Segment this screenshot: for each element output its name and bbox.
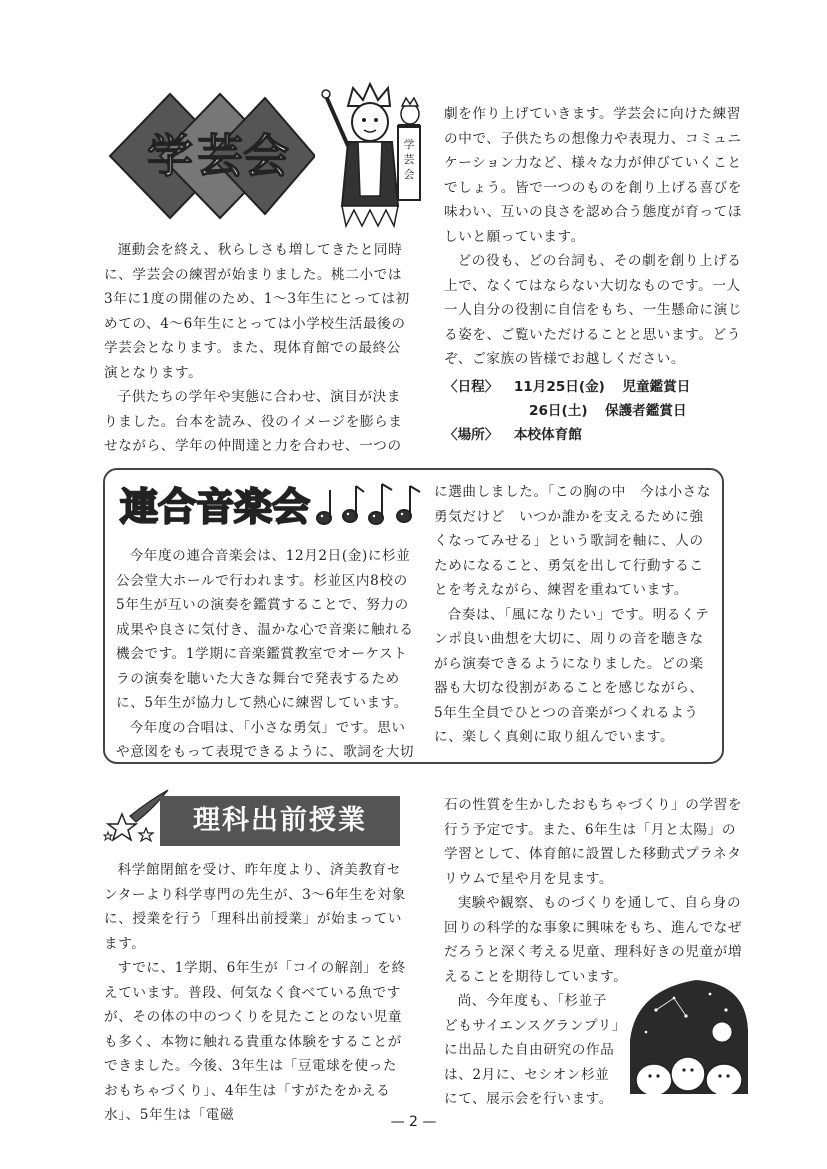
gakugeikai-title-char-2: 芸: [197, 129, 243, 183]
schedule-place-label: 〈場所〉: [444, 426, 499, 443]
planetarium-illustration: [626, 970, 752, 1094]
rengou-paragraph: 今年度の連合音楽会は、12月2日(金)に杉並公会堂大ホールで行われます。杉並区内8校の5年生が互いの演奏を鑑賞することで、努力の成果や良さに気付き、温かな心で音楽に触れる機会です。1学期に音楽鑑賞教室でオーケストラの演奏を聴いた大きな舞台で発表するために、5年生が協力して熱心に練習しています。: [116, 548, 414, 711]
schedule-event1: 児童鑑賞日: [622, 379, 691, 395]
schedule-date2: 26日(土): [529, 402, 588, 419]
gakugeikai-paragraph: 運動会を終え、秋らしさも増してきたと同時に、学芸会の練習が始まりました。桃二小では3年に1度の開催のため、1～3年生にとっては初めての、4～6年生にとっては小学校生活最後の学芸会となります。また、現体育館での最終公演となります。: [104, 242, 410, 381]
music-notes-icon: [312, 476, 424, 532]
schedule-date1: 11月25日(金): [513, 379, 605, 395]
schedule-date-label: 〈日程〉: [444, 379, 499, 395]
rengou-title-text: 連合音楽会: [120, 485, 311, 529]
rengou-right-column: [434, 480, 712, 750]
svg-text:学: 学: [403, 138, 415, 151]
gakugeikai-title-banner: [100, 86, 315, 226]
gakugeikai-title-char-3: 会: [243, 129, 289, 183]
rika-paragraph: 実験や観察、ものづくりを通して、自ら身の回りの科学的な事象に興味をもち、進んでなぜだろうと深く考える児童、理科好きの児童が増えることを期待しています。: [444, 895, 743, 985]
svg-text:芸: 芸: [403, 153, 415, 166]
schedule-place: 本校体育館: [513, 426, 582, 443]
rika-paragraph: 科学館閉館を受け、昨年度より、済美教育センターより科学専門の先生が、3～6年生を対象に、授業を行う「理科出前授業」が始まっています。: [104, 862, 406, 952]
page-number: — 2 —: [390, 1114, 437, 1130]
rengou-left-column: [116, 544, 416, 765]
schedule-event2: 保護者鑑賞日: [605, 402, 687, 419]
rika-paragraph: 尚、今年度も、「杉並子どもサイエンスグランプリ」に出品した自由研究の作品は、2月に、セシオン杉並にて、展示会を行います。: [444, 993, 620, 1107]
rengou-paragraph: 合奏は、「風になりたい」です。明るくテンポ良い曲想を大切に、周りの音を聴きながら演奏できるようになりました。どの楽器も大切な役割があることを感じながら、5年生全員でひとつの音楽がつくれるように、楽しく真剣に取り組んでいます。: [434, 606, 710, 745]
rengou-paragraph: に選曲しました。「この胸の中 今は小さな勇気だけど いつか誰かを支えるために強くなってみせる」という歌詞を軸に、人のためになること、勇気を出して行動することを考えながら、練習を重ねています。: [434, 484, 712, 598]
gakugeikai-schedule: [444, 376, 690, 447]
rika-paragraph: すでに、1学期、6年生が「コイの解剖」を終えています。普段、何気なく食べている魚ですが、その体の中のつくりを見たことのない児童も多く、本物に触れる貴重な体験をすることができました。今後、3年生は「豆電球を使ったおもちゃづくり」、4年生は「すがたをかえる水」、5年生は「電磁: [104, 960, 406, 1123]
king-illustration: [318, 76, 428, 228]
rengou-paragraph: 今年度の合唱は、「小さな勇気」です。思いや意図をもって表現できるように、歌詞を大切: [116, 719, 415, 760]
gakugeikai-left-column: [104, 238, 410, 459]
gakugeikai-title-char-1: 学: [147, 129, 193, 183]
rika-title-banner: 理科出前授業: [160, 796, 400, 846]
gakugeikai-paragraph: 子供たちの学年や実態に合わせ、演目が決まりました。台本を読み、役のイメージを膨らませながら、学年の仲間達と力を合わせ、一つの: [104, 389, 403, 454]
gakugeikai-right-column: [444, 102, 750, 372]
gakugeikai-paragraph: 劇を作り上げていきます。学芸会に向けた練習の中で、子供たちの想像力や表現力、コミュニケーション力など、様々な力が伸びていくことでしょう。皆で一つのものを創り上げる喜びを味わい、互いの良さを認め合う態度が育ってほしいと願っています。: [444, 106, 743, 245]
rengou-title: [118, 480, 318, 530]
rika-left-column: [104, 858, 410, 1128]
rika-paragraph: 石の性質を生かしたおもちゃづくり」の学習を行う予定です。また、6年生は「月と太陽」の学習として、体育館に設置した移動式プラネタリウムで星や月を見ます。: [444, 797, 743, 887]
svg-text:会: 会: [403, 168, 415, 181]
gakugeikai-paragraph: どの役も、どの台詞も、その劇を創り上げる上で、なくてはならない大切なものです。一人一人自分の役割に自信をもち、一生懸命に演じる姿を、ご覧いただけることと思います。どうぞ、ご家族の皆様でお越しください。: [444, 253, 743, 367]
